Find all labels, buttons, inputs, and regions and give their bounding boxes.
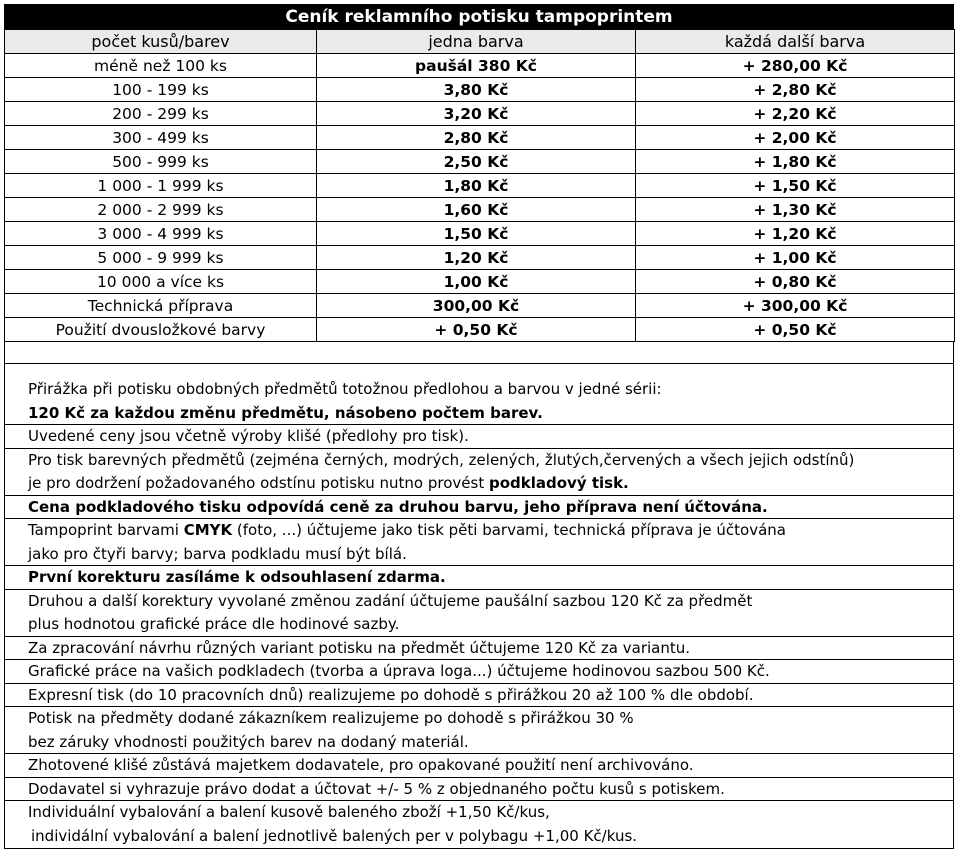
note-underprint-price: Cena podkladového tisku odpovídá ceně za druhou barvu, jeho příprava není účtována. bbox=[5, 496, 953, 520]
note-express-print: Expresní tisk (do 10 pracovních dnů) realizujeme po dohodě s přirážkou 20 až 100 % dle období. bbox=[5, 684, 953, 708]
note-cmyk bbox=[5, 519, 953, 543]
table-row bbox=[5, 198, 955, 222]
one-color-price-cell: + 0,50 Kč bbox=[317, 318, 636, 342]
column-header-quantity: počet kusů/barev bbox=[5, 30, 317, 54]
note-cmyk-text-1: Tampoprint barvami bbox=[28, 521, 184, 539]
table-row bbox=[5, 78, 955, 102]
note-underprint-text: je pro dodržení požadovaného odstínu potisku nutno provést bbox=[28, 474, 489, 492]
quantity-cell: 300 - 499 ks bbox=[5, 126, 317, 150]
note-first-proof: První korekturu zasíláme k odsouhlasení zdarma. bbox=[5, 566, 953, 590]
extra-color-price-cell: + 0,50 Kč bbox=[636, 318, 955, 342]
one-color-price-cell: 1,50 Kč bbox=[317, 222, 636, 246]
note-cmyk-cont: jako pro čtyři barvy; barva podkladu musí být bílá. bbox=[5, 543, 953, 567]
note-customer-items-cont: bez záruky vhodnosti použitých barev na dodaný materiál. bbox=[5, 731, 953, 755]
table-header-row bbox=[5, 30, 955, 54]
table-row bbox=[5, 102, 955, 126]
quantity-cell: 3 000 - 4 999 ks bbox=[5, 222, 317, 246]
column-header-one-color: jedna barva bbox=[317, 30, 636, 54]
note-customer-items: Potisk na předměty dodané zákazníkem realizujeme po dohodě s přirážkou 30 % bbox=[28, 709, 634, 727]
quantity-cell: 2 000 - 2 999 ks bbox=[5, 198, 317, 222]
extra-color-price-cell: + 0,80 Kč bbox=[636, 270, 955, 294]
spacer-row bbox=[4, 342, 954, 364]
notes-section bbox=[4, 364, 954, 849]
quantity-cell: 10 000 a více ks bbox=[5, 270, 317, 294]
note-packing-2: individální vybalování a balení jednotlivě balených per v polybagu +1,00 Kč/kus. bbox=[31, 826, 638, 845]
note-underprint-bold: podkladový tisk. bbox=[488, 474, 629, 492]
one-color-price-cell: 2,50 Kč bbox=[317, 150, 636, 174]
price-table bbox=[4, 29, 955, 342]
note-cmyk-text-2: (foto, ...) účtujeme jako tisk pěti barvami, technická příprava je účtována bbox=[232, 521, 786, 539]
note-surcharge: Přirážka při potisku obdobných předmětů totožnou předlohou a barvou v jedné sérii: bbox=[28, 380, 662, 398]
note-cmyk-bold: CMYK bbox=[183, 521, 233, 539]
one-color-price-cell: 1,00 Kč bbox=[317, 270, 636, 294]
price-list-sheet bbox=[4, 4, 954, 849]
extra-color-price-cell: + 300,00 Kč bbox=[636, 294, 955, 318]
quantity-cell: Technická příprava bbox=[5, 294, 317, 318]
quantity-cell: 100 - 199 ks bbox=[5, 78, 317, 102]
quantity-cell: 1 000 - 1 999 ks bbox=[5, 174, 317, 198]
note-surcharge-amount: 120 Kč za každou změnu předmětu, násobeno počtem barev. bbox=[5, 402, 953, 426]
extra-color-price-cell: + 1,20 Kč bbox=[636, 222, 955, 246]
extra-color-price-cell: + 280,00 Kč bbox=[636, 54, 955, 78]
note-design-variants: Za zpracování návrhu různých variant potisku na předmět účtujeme 120 Kč za variantu. bbox=[5, 637, 953, 661]
extra-color-price-cell: + 1,80 Kč bbox=[636, 150, 955, 174]
note-graphic-work: Grafické práce na vašich podkladech (tvorba a úprava loga...) účtujeme hodinovou sazbou 500 Kč. bbox=[5, 660, 953, 684]
one-color-price-cell: paušál 380 Kč bbox=[317, 54, 636, 78]
quantity-cell: 5 000 - 9 999 ks bbox=[5, 246, 317, 270]
quantity-cell: Použití dvousložkové barvy bbox=[5, 318, 317, 342]
one-color-price-cell: 300,00 Kč bbox=[317, 294, 636, 318]
table-row bbox=[5, 246, 955, 270]
extra-color-price-cell: + 2,20 Kč bbox=[636, 102, 955, 126]
note-underprint bbox=[5, 472, 953, 496]
note-further-proofs-cont: plus hodnotou grafické práce dle hodinové sazby. bbox=[5, 613, 953, 637]
column-header-each-extra-color: každá další barva bbox=[636, 30, 955, 54]
note-quantity-tolerance: Dodavatel si vyhrazuje právo dodat a účtovat +/- 5 % z objednaného počtu kusů s potiskem. bbox=[5, 778, 953, 802]
page-title: Ceník reklamního potisku tampoprintem bbox=[4, 4, 954, 29]
one-color-price-cell: 1,80 Kč bbox=[317, 174, 636, 198]
note-packing-1: Individuální vybalování a balení kusově baleného zboží +1,50 Kč/kus, bbox=[28, 803, 550, 821]
note-colored-items: Pro tisk barevných předmětů (zejména černých, modrých, zelených, žlutých,červených a všech jejich odstínů) bbox=[28, 450, 855, 469]
table-row bbox=[5, 150, 955, 174]
extra-color-price-cell: + 1,50 Kč bbox=[636, 174, 955, 198]
note-cliche-ownership: Zhotovené klišé zůstává majetkem dodavatele, pro opakované použití není archivováno. bbox=[5, 754, 953, 778]
table-row bbox=[5, 174, 955, 198]
quantity-cell: méně než 100 ks bbox=[5, 54, 317, 78]
extra-color-price-cell: + 1,00 Kč bbox=[636, 246, 955, 270]
table-row bbox=[5, 318, 955, 342]
note-further-proofs: Druhou a další korektury vyvolané změnou zadání účtujeme paušální sazbou 120 Kč za předmět bbox=[28, 591, 753, 610]
extra-color-price-cell: + 2,80 Kč bbox=[636, 78, 955, 102]
table-row bbox=[5, 54, 955, 78]
table-row bbox=[5, 294, 955, 318]
one-color-price-cell: 1,20 Kč bbox=[317, 246, 636, 270]
quantity-cell: 200 - 299 ks bbox=[5, 102, 317, 126]
one-color-price-cell: 2,80 Kč bbox=[317, 126, 636, 150]
table-row bbox=[5, 270, 955, 294]
extra-color-price-cell: + 1,30 Kč bbox=[636, 198, 955, 222]
table-row bbox=[5, 222, 955, 246]
table-row bbox=[5, 126, 955, 150]
one-color-price-cell: 1,60 Kč bbox=[317, 198, 636, 222]
one-color-price-cell: 3,20 Kč bbox=[317, 102, 636, 126]
quantity-cell: 500 - 999 ks bbox=[5, 150, 317, 174]
note-prices-include-cliche: Uvedené ceny jsou včetně výroby klišé (předlohy pro tisk). bbox=[5, 425, 953, 449]
one-color-price-cell: 3,80 Kč bbox=[317, 78, 636, 102]
extra-color-price-cell: + 2,00 Kč bbox=[636, 126, 955, 150]
